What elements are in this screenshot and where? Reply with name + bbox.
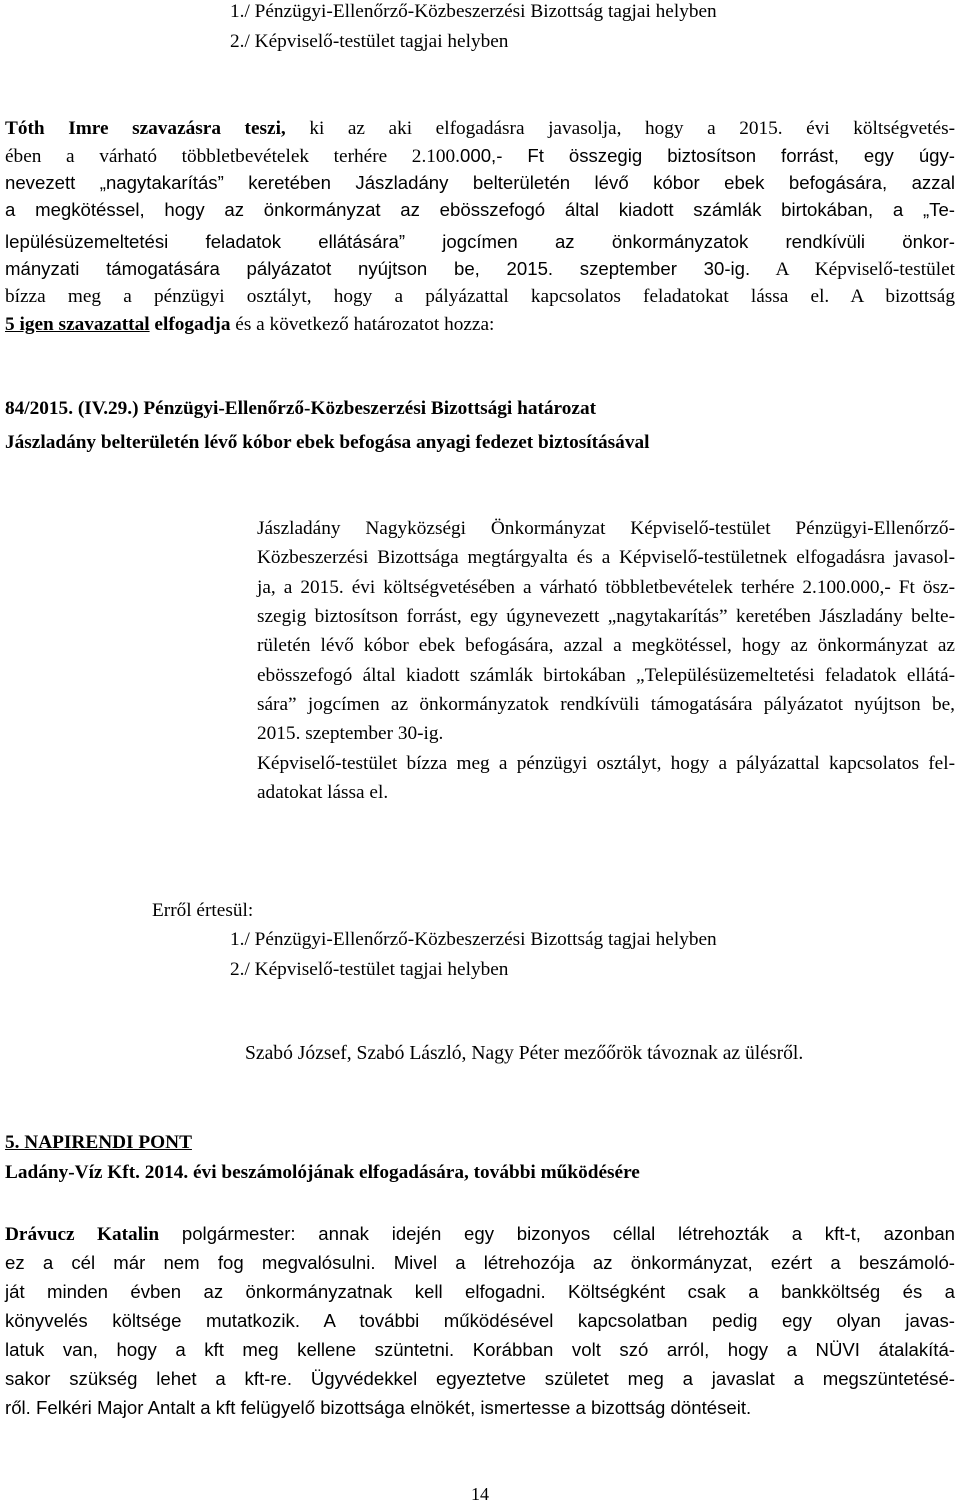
notify-heading: Erről értesül: bbox=[152, 900, 254, 921]
agenda-heading: 5. NAPIRENDI PONT bbox=[5, 1132, 192, 1153]
resolution-subject: Jászladány belterületén lévő kóbor ebek befogása anyagi fedezet biztosításával bbox=[5, 432, 650, 453]
top-list-item-1: 1./ Pénzügyi-Ellenőrző-Közbeszerzési Bizottság tagjai helyben bbox=[230, 1, 717, 22]
resolution-body-3: ja, a 2015. évi költségvetésében a várható többletbevételek terhére 2.100.000,- Ft ösz- bbox=[257, 577, 955, 598]
para2-line-2: ez a cél már nem fog megvalósulni. Mivel a létrehozója az önkormányzat, ezért a beszámoló- bbox=[5, 1252, 955, 1273]
speaker-name-2: Drávucz Katalin bbox=[5, 1224, 160, 1245]
notify-item-2: 2./ Képviselő-testület tagjai helyben bbox=[230, 959, 509, 980]
para2-line-3: ját minden évben az önkormányzatnak kell elfogadni. Költségként csak a bankköltség és a bbox=[5, 1281, 955, 1302]
resolution-number: 84/2015. (IV.29.) bbox=[5, 398, 139, 419]
para1-line-2: ében a várható többletbevételek terhére 2.100.000,- Ft összegig biztosítson forrást, egy úgy- bbox=[5, 145, 955, 167]
para1-line-7: bízza meg a pénzügyi osztályt, hogy a pályázattal kapcsolatos feladatokat lássa el. A bizottság bbox=[5, 286, 955, 307]
para2-line-5: latuk van, hogy a kft meg kellene szüntetni. Korábban volt szó arról, hogy a NÜVI átalakítá- bbox=[5, 1339, 955, 1360]
notify-item-1: 1./ Pénzügyi-Ellenőrző-Közbeszerzési Bizottság tagjai helyben bbox=[230, 929, 717, 950]
para1-line-4: a megkötéssel, hogy az önkormányzat az ebösszefogó által kiadott számlák birtokában, a „Te- bbox=[5, 199, 955, 220]
resolution-body-7: sára” jogcímen az önkormányzatok rendkívüli támogatására pályázatot nyújtson be, bbox=[257, 694, 955, 715]
resolution-body-6: ebösszefogó által kiadott számlák birtokában „Településüzemeltetési feladatok ellátá- bbox=[257, 665, 955, 686]
resolution-body-10: adatokat lássa el. bbox=[257, 782, 389, 803]
para1-line-6: mányzati támogatására pályázatot nyújtson be, 2015. szeptember 30-ig. A Képviselő-testület bbox=[5, 258, 955, 280]
resolution-body-4: szegig biztosítson forrást, egy úgynevezett „nagytakarítás” keretében Jászladány belte- bbox=[257, 606, 955, 627]
departure-note: Szabó József, Szabó László, Nagy Péter mezőőrök távoznak az ülésről. bbox=[245, 1043, 804, 1064]
speaker-name: Tóth Imre szavazásra teszi, bbox=[5, 118, 286, 139]
resolution-body-1: Jászladány Nagyközségi Önkormányzat Képviselő-testület Pénzügyi-Ellenőrző- bbox=[257, 518, 955, 539]
resolution-body-8: 2015. szeptember 30-ig. bbox=[257, 723, 444, 744]
para1-line-8: 5 igen szavazattal elfogadja és a következő határozatot hozza: bbox=[5, 314, 495, 335]
top-list-item-2: 2./ Képviselő-testület tagjai helyben bbox=[230, 31, 509, 52]
para2-line-4: könyvelés költsége mutatkozik. A további működésével kapcsolatban pedig egy olyan javas- bbox=[5, 1310, 955, 1331]
resolution-body-5: rületén lévő kóbor ebek befogására, azzal a megkötéssel, hogy az önkormányzat az bbox=[257, 635, 955, 656]
resolution-body-2: Közbeszerzési Bizottsága megtárgyalta és a Képviselő-testületnek elfogadásra javasol- bbox=[257, 547, 955, 568]
page-number: 14 bbox=[471, 1484, 489, 1504]
para2-line-6: sakor szükség lehet a kft-re. Ügyvédekkel egyeztetve születet meg a javaslat a megszüntetésé- bbox=[5, 1368, 955, 1389]
resolution-title: 84/2015. (IV.29.) Pénzügyi-Ellenőrző-Közbeszerzési Bizottsági határozat bbox=[5, 398, 597, 419]
vote-count: 5 igen szavazattal bbox=[5, 314, 150, 335]
para2-line-7: ről. Felkéri Major Antalt a kft felügyelő bizottsága elnökét, ismertesse a bizottság döntéseit. bbox=[5, 1397, 752, 1418]
agenda-title: Ladány-Víz Kft. 2014. évi beszámolójának elfogadására, további működésére bbox=[5, 1162, 640, 1183]
para1-line-5: lepülésüzemeltetési feladatok ellátására” jogcímen az önkormányzatok rendkívüli önkor- bbox=[5, 231, 955, 252]
para2-line-1: Drávucz Katalin polgármester: annak idején egy bizonyos céllal létrehozták a kft-t, azonban bbox=[5, 1223, 955, 1245]
resolution-body-9: Képviselő-testület bízza meg a pénzügyi osztályt, hogy a pályázattal kapcsolatos fel- bbox=[257, 753, 955, 774]
para1-line-1: Tóth Imre szavazásra teszi, ki az aki elfogadásra javasolja, hogy a 2015. évi költségvetés- bbox=[5, 118, 956, 139]
para1-line-3: nevezett „nagytakarítás” keretében Jászladány belterületén lévő kóbor ebek befogására, azzal bbox=[5, 172, 955, 193]
